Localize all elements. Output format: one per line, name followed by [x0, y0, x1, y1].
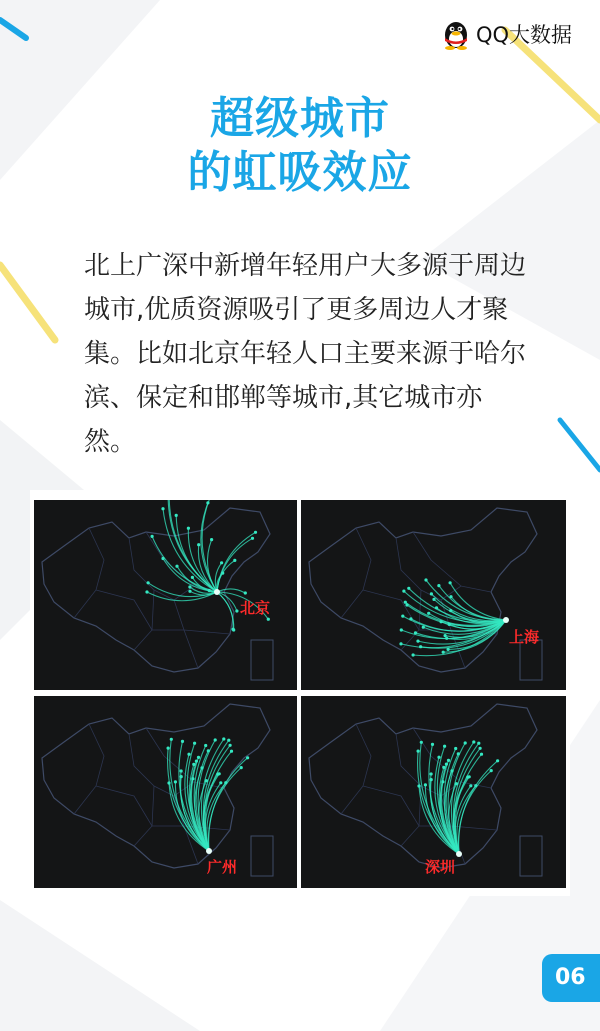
title-line-2: 的虹吸效应: [187, 147, 413, 198]
migration-flow-line: [217, 538, 253, 592]
brand-logo: [442, 18, 572, 50]
origin-city-dot: [267, 618, 270, 621]
origin-city-dot: [214, 738, 217, 741]
origin-city-dot: [430, 592, 433, 595]
origin-city-dot: [449, 609, 452, 612]
origin-city-dot: [197, 543, 200, 546]
map-panel-beijing: [34, 500, 297, 690]
origin-city-dot: [437, 756, 440, 759]
origin-city-dot: [244, 591, 247, 594]
province-border: [401, 786, 421, 846]
destination-city-dot: [214, 589, 220, 595]
brand-name: QQ大数据: [475, 23, 572, 47]
origin-city-dot: [233, 559, 236, 562]
origin-city-dot: [477, 742, 480, 745]
origin-city-dot: [437, 584, 440, 587]
qq-penguin-icon: [442, 18, 470, 50]
origin-city-dot: [401, 615, 404, 618]
origin-city-dot: [161, 507, 164, 510]
origin-city-dot: [404, 601, 407, 604]
origin-city-dot: [399, 642, 402, 645]
migration-flow-line: [217, 592, 233, 629]
origin-city-dot: [187, 527, 190, 530]
province-border: [341, 528, 371, 618]
map-panel-shenzhen: [301, 696, 566, 888]
origin-city-dot: [457, 752, 460, 755]
province-border: [74, 724, 104, 814]
origin-city-dot: [208, 589, 211, 592]
origin-city-dot: [442, 651, 445, 654]
origin-city-dot: [232, 628, 235, 631]
origin-city-dot: [230, 750, 233, 753]
origin-city-dot: [490, 769, 493, 772]
origin-city-dot: [227, 739, 230, 742]
origin-city-dot: [147, 581, 150, 584]
origin-city-dot: [193, 742, 196, 745]
province-border: [413, 532, 461, 586]
destination-city-dot: [206, 848, 212, 854]
origin-city-dot: [251, 537, 254, 540]
origin-city-dot: [416, 640, 419, 643]
origin-city-dot: [444, 634, 447, 637]
origin-city-dot: [402, 590, 405, 593]
origin-city-dot: [430, 778, 433, 781]
origin-city-dot: [447, 759, 450, 762]
origin-city-dot: [445, 637, 448, 640]
origin-city-dot: [440, 620, 443, 623]
origin-city-dot: [235, 609, 238, 612]
origin-city-dot: [180, 769, 183, 772]
province-border: [134, 590, 154, 650]
china-map: [34, 500, 297, 690]
origin-city-dot: [432, 598, 435, 601]
origin-city-dot: [469, 784, 472, 787]
origin-city-dot: [400, 628, 403, 631]
origin-city-dot: [151, 535, 154, 538]
origin-city-dot: [412, 653, 415, 656]
origin-city-dot: [145, 590, 148, 593]
origin-city-dot: [188, 590, 191, 593]
province-border: [341, 724, 371, 814]
origin-city-dot: [188, 585, 191, 588]
origin-city-dot: [464, 741, 467, 744]
origin-city-dot: [405, 603, 408, 606]
body-paragraph: 北上广深中新增年轻用户大多源于周边城市,优质资源吸引了更多周边人才聚集。比如北京年轻人口主要来源于哈尔滨、保定和邯郸等城市,其它城市亦然。: [84, 251, 527, 457]
origin-city-dot: [417, 750, 420, 753]
origin-city-dot: [246, 756, 249, 759]
origin-city-dot: [216, 773, 219, 776]
china-outline: [42, 704, 270, 868]
origin-city-dot: [191, 576, 194, 579]
origin-city-dot: [175, 514, 178, 517]
province-border: [96, 590, 230, 634]
origin-city-dot: [496, 759, 499, 762]
province-border: [134, 786, 154, 846]
city-label: 广州: [207, 858, 238, 876]
origin-city-dot: [454, 747, 457, 750]
origin-city-dot: [197, 756, 200, 759]
origin-city-dot: [435, 606, 438, 609]
origin-city-dot: [431, 743, 434, 746]
page-number-badge: 06: [542, 954, 600, 1002]
province-border: [74, 528, 104, 618]
origin-city-dot: [181, 740, 184, 743]
origin-city-dot: [175, 565, 178, 568]
origin-city-dot: [210, 538, 213, 541]
inset-box: [251, 640, 273, 680]
origin-city-dot: [480, 753, 483, 756]
china-map: [301, 500, 566, 690]
origin-city-dot: [419, 645, 422, 648]
city-label: 上海: [509, 628, 540, 646]
map-grid: [30, 490, 570, 896]
origin-city-dot: [409, 617, 412, 620]
map-panel-shanghai: [301, 500, 566, 690]
origin-city-dot: [407, 587, 410, 590]
inset-box: [520, 836, 542, 876]
origin-city-dot: [430, 772, 433, 775]
title-line-1: 超级城市: [210, 93, 390, 144]
origin-city-dot: [448, 623, 451, 626]
origin-city-dot: [420, 741, 423, 744]
origin-city-dot: [414, 631, 417, 634]
origin-city-dot: [424, 783, 427, 786]
migration-flow-line: [451, 597, 506, 620]
origin-city-dot: [219, 781, 222, 784]
origin-city-dot: [424, 578, 427, 581]
destination-city-dot: [503, 617, 509, 623]
origin-city-dot: [220, 561, 223, 564]
origin-city-dot: [447, 648, 450, 651]
origin-city-dot: [422, 626, 425, 629]
origin-city-dot: [240, 766, 243, 769]
map-panel-guangzhou: [34, 696, 297, 888]
province-border: [174, 600, 198, 668]
china-map: [34, 696, 297, 888]
origin-city-dot: [187, 753, 190, 756]
origin-city-dot: [449, 595, 452, 598]
origin-city-dot: [180, 775, 183, 778]
destination-city-dot: [456, 851, 462, 857]
inset-box: [251, 836, 273, 876]
origin-city-dot: [167, 747, 170, 750]
origin-city-dot: [472, 740, 475, 743]
city-label: 北京: [240, 599, 271, 617]
page-title: [0, 92, 600, 200]
origin-city-dot: [207, 749, 210, 752]
origin-city-dot: [174, 780, 177, 783]
origin-city-dot: [443, 745, 446, 748]
origin-city-dot: [204, 744, 207, 747]
migration-flow-line: [450, 583, 506, 620]
origin-city-dot: [229, 744, 232, 747]
origin-city-dot: [449, 581, 452, 584]
origin-city-dot: [161, 557, 164, 560]
china-outline: [309, 704, 537, 868]
origin-city-dot: [466, 776, 469, 779]
city-label: 深圳: [425, 858, 456, 876]
origin-city-dot: [254, 531, 257, 534]
origin-city-dot: [222, 737, 225, 740]
origin-city-dot: [170, 738, 173, 741]
origin-city-dot: [479, 747, 482, 750]
origin-city-dot: [427, 612, 430, 615]
